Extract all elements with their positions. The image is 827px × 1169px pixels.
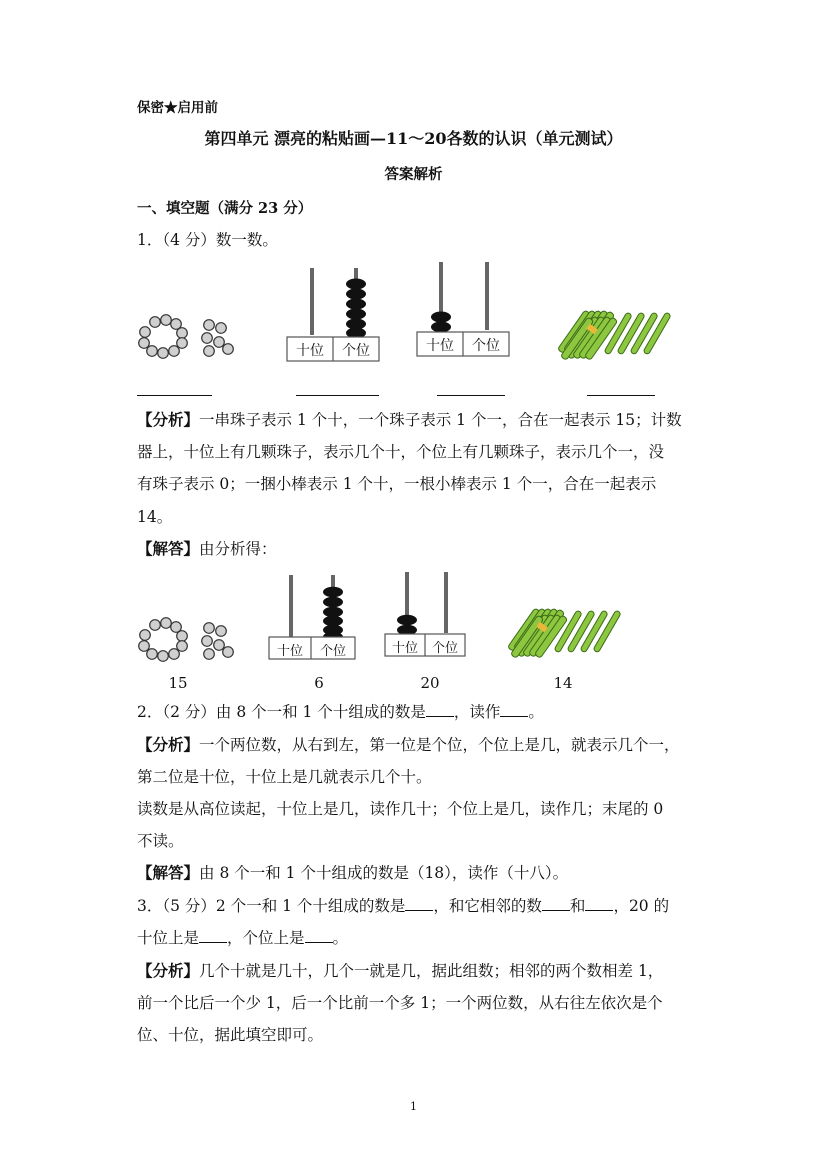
q3-blank-4[interactable] xyxy=(199,928,227,943)
question-1-stem: 1．（4 分）数一数。 xyxy=(137,231,278,249)
q1-analysis-line-3: 有珠子表示 0；一捆小棒表示 1 个十，一根小棒表示 1 个一，合在一起表示 xyxy=(137,475,657,493)
q3-analysis-line-1: 【分析】几个十就是几十，几个一就是几，据此组数；相邻的两个数相差 1， xyxy=(137,961,664,980)
q1-answer-1: 15 xyxy=(168,674,188,692)
sticks-picture xyxy=(557,310,671,360)
q1-analysis-line-1 xyxy=(137,410,682,430)
abacus-2-answer-ones-label: 个位 xyxy=(431,641,458,656)
q1-analysis-line-2: 器上，十位上有几颗珠子，表示几个十，个位上有几颗珠子，表示几个一，没 xyxy=(137,443,665,461)
document-title: 第四单元 漂亮的粘贴画—11～20各数的认识（单元测试） xyxy=(204,129,623,148)
question-3-stem-line-1: 3．（5 分）2 个一和 1 个十组成的数是 ，和它相邻的数 和 ，20 的 xyxy=(137,897,670,915)
abacus-2-answer-tens-label: 十位 xyxy=(391,641,418,656)
answer-tag: 【解答】 xyxy=(137,539,200,558)
q1-blank-2[interactable] xyxy=(296,395,379,396)
q1-answer-2: 6 xyxy=(314,674,324,692)
q2-analysis-line-3: 读数是从高位读起，十位上是几，读作几十；个位上是几，读作几；末尾的 0 xyxy=(137,800,664,818)
analysis-tag: 【分析】 xyxy=(137,410,200,429)
q2-answer-line: 【解答】由 8 个一和 1 个十组成的数是（18），读作（十八）。 xyxy=(137,863,569,882)
q2-analysis-line-4: 不读。 xyxy=(137,832,184,850)
abacus-2-tens-label: 十位 xyxy=(426,338,454,354)
q1-analysis-line-4: 14。 xyxy=(137,508,173,526)
q3-analysis-line-2: 前一个比后一个少 1，后一个比前一个多 1；一个两位数，从右往左依次是个 xyxy=(137,994,663,1012)
q1-answer-line xyxy=(137,539,277,559)
q3-blank-1[interactable] xyxy=(405,896,433,911)
question-3-stem-line-2: 十位上是 ，个位上是 。 xyxy=(137,929,349,947)
q2-blank-2[interactable] xyxy=(500,702,528,717)
q2-analysis-line-1: 【分析】一个两位数，从右到左，第一位是个位，个位上是几，就表示几个一， xyxy=(137,735,680,754)
abacus-2-ones-label: 个位 xyxy=(472,338,500,354)
q3-blank-2[interactable] xyxy=(542,896,570,911)
sticks-picture-answer xyxy=(507,608,621,658)
q2-analysis-line-2: 第二位是十位，十位上是几就表示几个十。 xyxy=(137,768,432,786)
q1-answer-3: 20 xyxy=(420,674,440,692)
document-subtitle: 答案解析 xyxy=(384,166,443,183)
question-2-stem: 2．（2 分）由 8 个一和 1 个十组成的数是 ，读作 。 xyxy=(137,703,544,721)
abacus-1-answer-ones-label: 个位 xyxy=(319,644,346,659)
q1-answer-4: 14 xyxy=(553,674,573,692)
beads-group-picture-answer xyxy=(139,618,234,662)
q3-analysis-line-3: 位、十位，据此填空即可。 xyxy=(137,1026,324,1044)
analysis-text: 一串珠子表示 1 个十，一个珠子表示 1 个一，合在一起表示 15；计数 xyxy=(199,411,682,429)
abacus-1-answer-tens-label: 十位 xyxy=(276,644,303,659)
abacus-1-ones-label: 个位 xyxy=(342,343,370,359)
q1-blank-1[interactable] xyxy=(137,395,212,396)
q1-blank-3[interactable] xyxy=(437,395,505,396)
confidential-label: 保密★启用前 xyxy=(137,100,218,116)
q3-blank-5[interactable] xyxy=(305,928,333,943)
section-title: 一、填空题（满分 23 分） xyxy=(137,200,313,217)
q3-blank-3[interactable] xyxy=(585,896,613,911)
q1-blank-4[interactable] xyxy=(587,395,655,396)
page-number: 1 xyxy=(410,1100,417,1113)
q2-blank-1[interactable] xyxy=(426,702,454,717)
beads-group-picture xyxy=(139,315,234,359)
answer-text: 由分析得： xyxy=(199,540,277,558)
abacus-1-tens-label: 十位 xyxy=(296,343,324,359)
